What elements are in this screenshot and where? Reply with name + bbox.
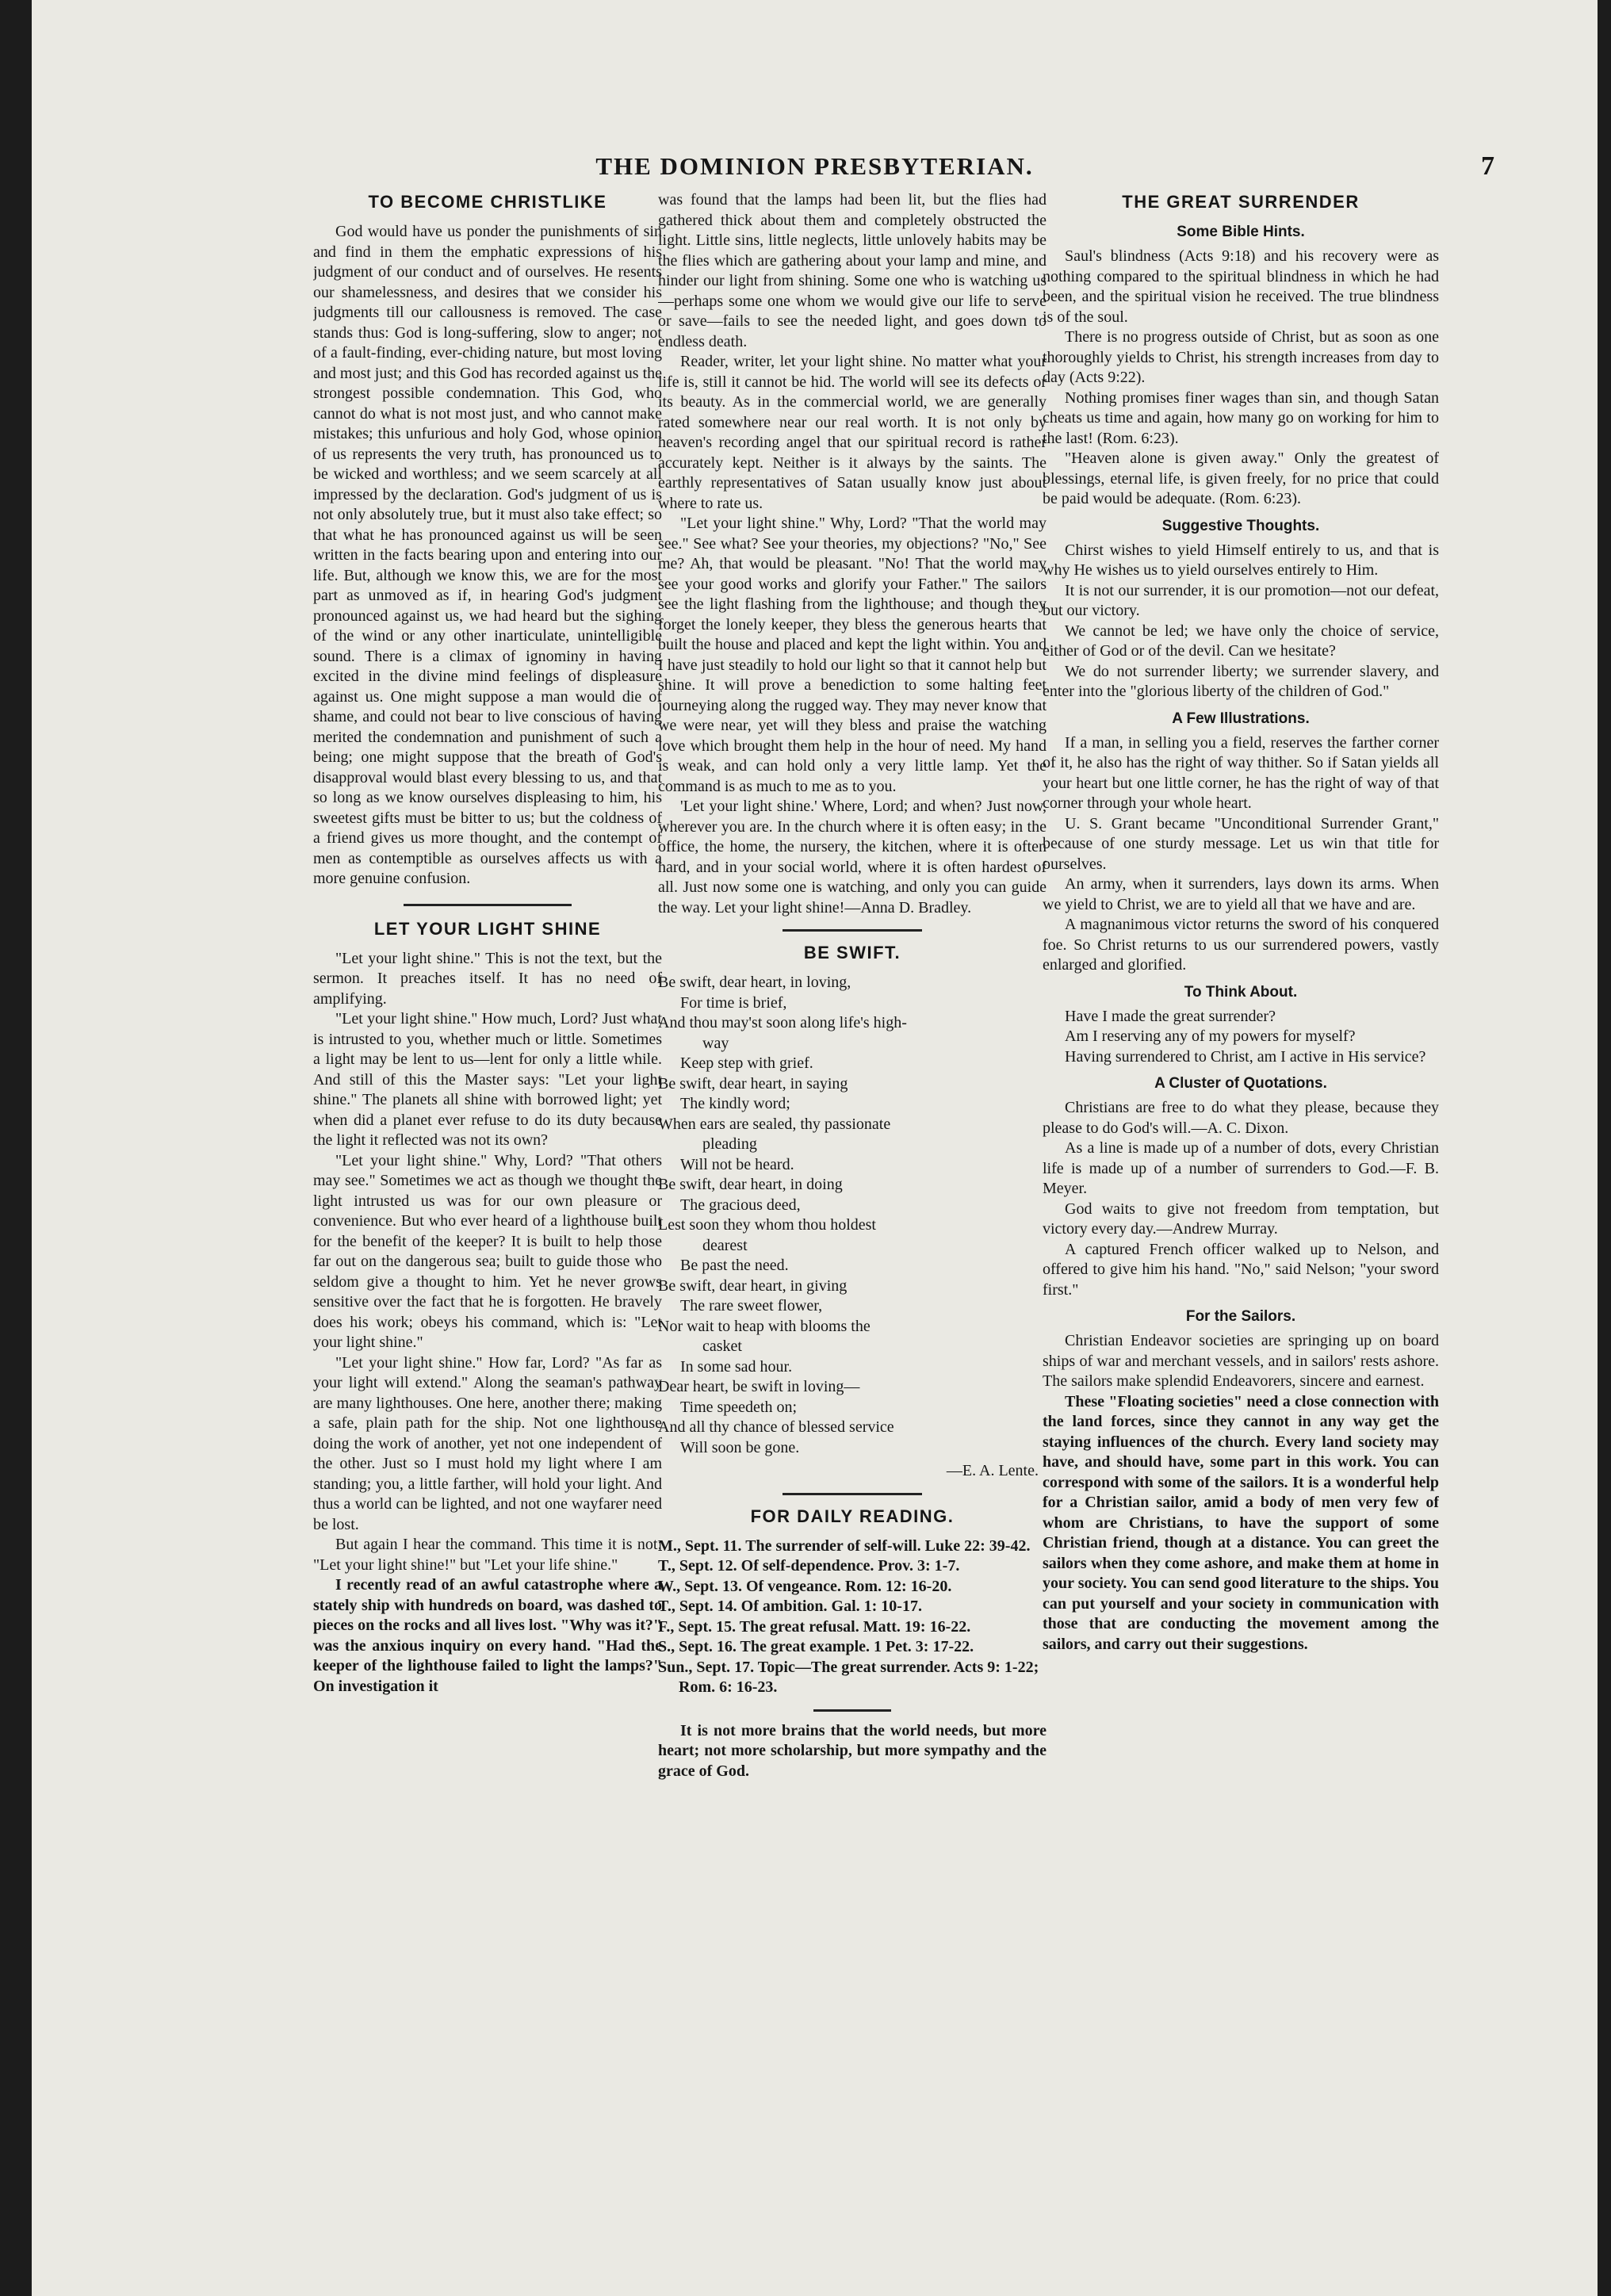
paragraph: Chirst wishes to yield Himself entirely to us, and that is why He wishes us to yield ourselves entirely to Him. [1043,541,1439,579]
paragraph: Having surrendered to Christ, am I active in His service? [1065,1047,1426,1066]
article-title: TO BECOME CHRISTLIKE [368,192,607,212]
poem-line: Be swift, dear heart, in loving, [658,974,851,991]
column-right [1043,190,1439,2248]
page-header [32,149,1598,184]
paragraph: "Heaven alone is given away." Only the greatest of blessings, eternal life, is given freely, for no price that could be paid would be adequate. (Rom. 6:23). [1043,450,1439,507]
paragraph: We do not surrender liberty; we surrender slavery, and enter into the "glorious liberty of the children of God." [1043,662,1439,700]
poem-line: Be past the need. [680,1257,789,1274]
paragraph: Am I reserving any of my powers for myself? [1065,1027,1356,1045]
reading-entry: Sun., Sept. 17. Topic—The great surrender. Acts 9: 1-22; Rom. 6: 16-23. [658,1658,1039,1696]
daily-reading [658,1505,1047,1698]
paragraph: God would have us ponder the punishments of sin and find in them the emphatic expressions of his judgment of our conduct and of ourselves. He resents our shamelessness, and desires that we consider his judgments till our callousness is removed. The case stands thus: God is long-suffering, slow to anger; not of a fault-finding, ever-chiding nature, but most loving and most just; and this God has recorded against us the strongest possible condemnation. This God, who cannot do what is not most just, and who cannot make mistakes; this unfurious and holy God, whose opinion of us represents the very truth, has pronounced us to be wicked and worthless; and we seem scarcely at all impressed by the declaration. God's judgment of us is not only absolutely true, but it must also take effect; so that what he has pronounced against us will be seen written in the facts bearing upon and entering into our life. But, although we know this, we are for the most part as unmoved as if, in hearing God's judgment pronounced against us, we had heard but the sighing of the wind or any other inarticulate, unintelligible sound. There is a climax of ignominy in having excited in the divine mind feelings of displeasure against us. One might suppose a man would die of shame, and could not bear to live conscious of having merited the condemnation and punishment of such a being; one might suppose that the breath of God's disapproval would blast every blessing to us, and that so long as we know ourselves displeasing to him, his sweetest gifts must be bitter to us; but the coldness of a friend gives us more thought, and the contempt of men as contemptible as ourselves affects us with a more genuine confusion. [313,223,662,887]
poem-line: When ears are sealed, thy passionate [658,1115,891,1133]
paragraph: "Let your light shine." Why, Lord? "That others may see." Sometimes we act as though we thought the light intrusted us was for our own pleasure or convenience. But who ever heard of a lighthouse built for the benefit of the keeper? It is built to help those far out on the dangerous sea; built to guide those who seldom give a thought to him. Yet he never grows sensitive over the fact that he is forgotten. He bravely does his work; obeys his command, which is: "Let your light shine." [313,1151,662,1351]
reading-entry: S., Sept. 16. The great example. 1 Pet. 3: 17-22. [658,1638,974,1655]
poem-title: BE SWIFT. [803,943,901,962]
page-number: 7 [1481,151,1494,181]
poem-line: Be swift, dear heart, in giving [658,1276,848,1295]
paragraph: "Let your light shine." Why, Lord? "That the world may see." See what? See your theories, my objections? "No," See me? Ah, that would be pleasant. "No! That the world may see your good works and glorify your Father." The sailors see the light flashing from the lighthouse; and though they forget the lonely keeper, they bless the generous hearts that built the house and placed and kept the light within. You and I have just steadily to hold our light so that it cannot help but shine. It will prove a benediction to some halting feet journeying along the rugged way. They may never know that we were near, yet will they bless and praise the watching love which brought them help in the hour of need. My hand is weak, and can hold only a very little lamp. Yet the command is as much to me as to you. [658,515,1047,795]
paragraph: There is no progress outside of Christ, but as soon as one thoroughly yields to Christ, his strength increases from day to day (Acts 9:22). [1043,328,1439,386]
section-title: FOR DAILY READING. [750,1506,955,1526]
paragraph: It is not our surrender, it is our promotion—not our defeat, but our victory. [1043,581,1439,619]
article-let-your-light-shine [313,917,662,1697]
poem-line: Dear heart, be swift in loving— [658,1378,860,1395]
poem-line: Will soon be gone. [680,1438,800,1456]
newspaper-page [32,0,1598,2296]
poem-line: dearest [702,1236,748,1254]
few-illustrations [1043,709,1439,976]
for-the-sailors [1043,1307,1439,1655]
to-think-about [1043,982,1439,1068]
paragraph: Have I made the great surrender? [1065,1007,1276,1025]
paragraph: We cannot be led; we have only the choice of service, either of God or of the devil. Can we hesitate? [1043,622,1439,660]
paragraph: "Let your light shine." This is not the text, but the sermon. It preaches itself. It has no need of amplifying. [313,949,662,1008]
reading-entry: F., Sept. 15. The great refusal. Matt. 19: 16-22. [658,1617,971,1636]
paragraph: God waits to give not freedom from temptation, but victory every day.—Andrew Murray. [1043,1200,1439,1238]
poem-line: way [702,1034,729,1052]
paragraph: But again I hear the command. This time it is not: "Let your light shine!" but "Let your life shine." [313,1536,662,1574]
poem-line: The rare sweet flower, [680,1297,823,1314]
closing-paragraph: It is not more brains that the world needs, but more heart; not more scholarship, but more sympathy and the grace of God. [658,1721,1047,1780]
poem-line: casket [702,1337,742,1355]
subheading: Some Bible Hints. [1177,224,1305,240]
running-head: THE DOMINION PRESBYTERIAN. [595,152,1034,180]
poem-line: Be swift, dear heart, in doing [658,1176,843,1193]
poem-line: Keep step with grief. [680,1054,813,1072]
paragraph: A captured French officer walked up to Nelson, and offered to give him his hand. "No," said Nelson; "your sword first." [1043,1240,1439,1299]
subheading: Suggestive Thoughts. [1161,517,1320,534]
poem-line: pleading [702,1135,757,1153]
paragraph: A magnanimous victor returns the sword of his conquered foe. So Christ returns to us our surrendered powers, vastly enlarged and glorified. [1043,916,1439,974]
reading-entry: M., Sept. 11. The surrender of self-will. Luke 22: 39-42. [658,1536,1031,1555]
paragraph: "Let your light shine." How much, Lord? Just what is intrusted to you, whether much or little. Sometimes a light may be lent to us—lent for only a little while. And still of this the Master says: "Let your light shine." The planets all shine with borrowed light; yet when did a planet ever refuse to do its duty because the light it reflected was not its own? [313,1010,662,1149]
paragraph: An army, when it surrenders, lays down its arms. When we yield to Christ, we are to yield all that we have and are. [1043,875,1439,913]
paragraph: Nothing promises finer wages than sin, and though Satan cheats us time and again, how many go on working for him to the last! (Rom. 6:23). [1043,388,1439,447]
poem-body [658,973,1047,1458]
paragraph: Christian Endeavor societies are springing up on board ships of war and merchant vessels, and in sailors' rests ashore. The sailors make splendid Endeavorers, sincere and earnest. [1043,1332,1439,1390]
paragraph: Reader, writer, let your light shine. No matter what your life is, still it cannot be hid. The world will see its defects or its beauty. As in the commercial world, we are generally rated somewhere near our real worth. It is not only by heaven's recording angel that our spiritual record is rather accurately kept. Neither is it always by the saints. The earthly representatives of Satan usually know just about where to rate us. [658,353,1047,512]
poem-be-swift [658,941,1047,1482]
poem-attribution: —E. A. Lente. [946,1462,1039,1479]
section-divider [404,904,571,906]
paragraph: 'Let your light shine.' Where, Lord; and when? Just now, wherever you are. In the church where it is often easy; in the office, the home, the nursery, the kitchen, where it is often hard, and in your social world, where it is often hardest of all. Just now some one is watching, and only you can guide the way. Let your light shine!—Anna D. Bradley. [658,798,1047,916]
poem-line: Time speedeth on; [680,1398,798,1416]
reading-entry: W., Sept. 13. Of vengeance. Rom. 12: 16-20. [658,1577,952,1595]
reading-list [658,1536,1047,1698]
paragraph: Saul's blindness (Acts 9:18) and his recovery were as nothing compared to the spiritual blindness in which he had been, and the spiritual vision he received. The true blindness is of the soul. [1043,247,1439,326]
poem-line: Lest soon they whom thou holdest [658,1216,876,1234]
section-divider [813,1709,891,1712]
subheading: For the Sailors. [1185,1308,1296,1325]
poem-line: For time is brief, [680,993,787,1012]
paragraph: Christians are free to do what they please, because they please to do God's will.—A. C. Dixon. [1043,1099,1439,1137]
suggestive-thoughts [1043,516,1439,702]
paragraph: U. S. Grant became "Unconditional Surrender Grant," because of one sturdy message. Let us win that title for ourselves. [1043,814,1439,873]
poem-line: Will not be heard. [680,1155,794,1173]
article-let-your-light-shine-continued [658,190,1047,918]
reading-entry: T., Sept. 12. Of self-dependence. Prov. 3: 1-7. [658,1557,960,1575]
article-title: LET YOUR LIGHT SHINE [373,918,602,939]
paragraph: was found that the lamps had been lit, but the flies had gathered thick about them and completely obstructed the light. Little sins, little neglects, little unlovely habits may be the flies which are gathering about your lamp and mine, and hinder our light from shining. Some one who is watching us—perhaps some one whom we would give our life to serve or save—fails to see the needed light, and goes down to endless death. [658,191,1047,350]
poem-line: The kindly word; [680,1095,790,1112]
subheading: A Cluster of Quotations. [1154,1075,1327,1092]
poem-line: Be swift, dear heart, in saying [658,1074,848,1093]
article-title: THE GREAT SURRENDER [1122,192,1360,212]
poem-line: In some sad hour. [680,1357,793,1376]
subheading: To Think About. [1184,983,1298,1001]
column-left [313,190,662,2248]
section-divider [783,929,922,932]
poem-line: Nor wait to heap with blooms the [658,1317,871,1335]
cluster-of-quotations [1043,1073,1439,1300]
section-divider [783,1493,922,1495]
paragraph: If a man, in selling you a field, reserves the farther corner of it, he also has the right of way thither. So if Satan yields all your heart but one little corner, he has the right of way of that corner through your whole heart. [1043,733,1439,812]
reading-entry: T., Sept. 14. Of ambition. Gal. 1: 10-17. [658,1598,922,1615]
column-middle [658,190,1047,2248]
paragraph: "Let your light shine." How far, Lord? "As far as your light will extend." Along the seaman's pathway are many lighthouses. One here, another there; making a safe, plain path for the ship. Not one lighthouse doing the work of another, yet not one independent of the other. Just so I must hold my light where I am standing; you, a little farther, will hold your light. And thus a world can be lighted, and not one wayfarer need be lost. [313,1353,662,1533]
paragraph: These "Floating societies" need a close connection with the land forces, since they cannot in any way get the staying influences of the church. Every land society may have, and should have, some part in this work. You can correspond with some of the sailors. It is a wonderful help for a Christian sailor, amid a body of men very few of whom are Christians, to have the support of some Christian friend, though at a distance. You can greet the sailors when they come ashore, and make them at home in your society. You can send good literature to the ships. You can put yourself and your society in communication with those that are conducting the movement among the sailors, and carry out their suggestions. [1043,1392,1439,1653]
poem-line: And thou may'st soon along life's high- [658,1014,907,1031]
poem-line: The gracious deed, [680,1196,801,1214]
paragraph: I recently read of an awful catastrophe where a stately ship with hundreds on board, was dashed to pieces on the rocks and all lives lost. "Why was it?" was the anxious inquiry on every hand. "Had the keeper of the lighthouse failed to light the lamps?" On investigation it [313,1576,662,1695]
paragraph: As a line is made up of a number of dots, every Christian life is made up of a number of surrenders to God.—F. B. Meyer. [1043,1139,1439,1197]
article-to-become-christlike [313,190,662,890]
poem-line: And all thy chance of blessed service [658,1418,894,1436]
subheading: A Few Illustrations. [1172,710,1310,727]
bible-hints [1043,222,1439,510]
